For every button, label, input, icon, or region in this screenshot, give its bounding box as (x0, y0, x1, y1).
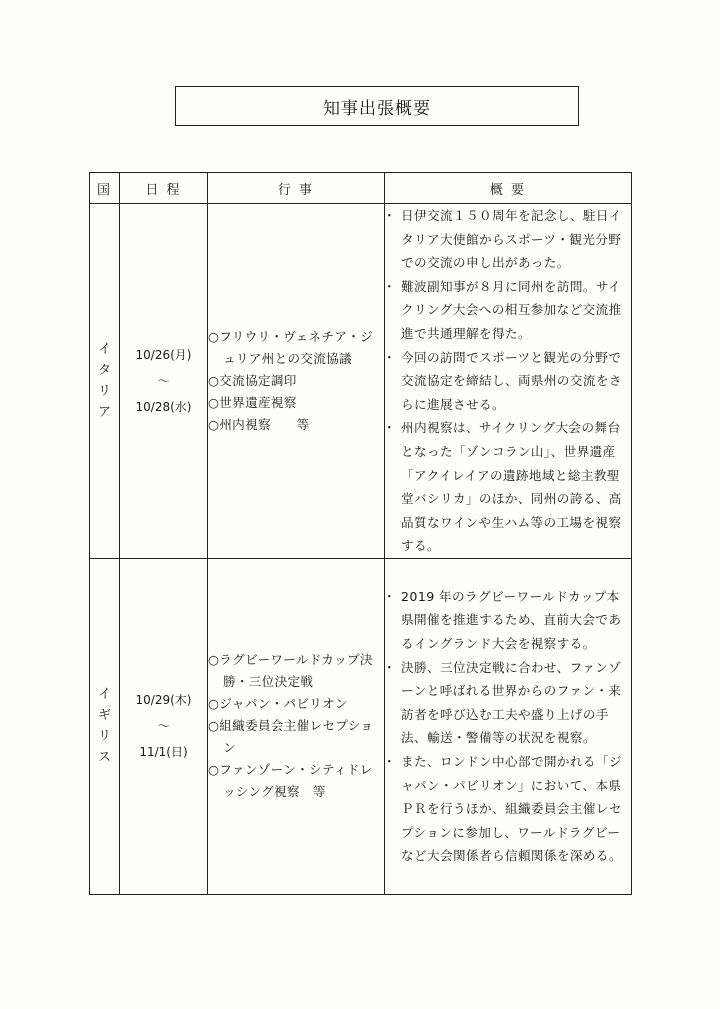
header-schedule: 日 程 (120, 173, 208, 204)
summary-cell (385, 204, 632, 559)
header-country: 国 (90, 173, 120, 204)
document-title: 知事出張概要 (175, 86, 579, 126)
event-item: ○交流協定調印 (208, 372, 297, 388)
date-start: 10/26(月) (135, 347, 192, 362)
country-char: ス (97, 750, 111, 766)
event-item: ○ラグビーワールドカップ決勝・三位決定戦 (208, 652, 373, 690)
country-char: イ (97, 687, 111, 703)
summary-item: ・ 決勝、三位決定戦に合わせ、ファンゾーンと呼ばれる世界からのファン・来訪者を呼び込む工夫や盛り上げの手法、輸送・警備等の状況を視察。 (385, 656, 631, 750)
trip-summary-table (89, 172, 632, 895)
event-item: ○組織委員会主催レセプション (208, 718, 374, 756)
summary-item: ・ 難波副知事が８月に同州を訪問。サイクリング大会への相互参加など交流推進で共通理解を得た。 (385, 275, 631, 346)
country-char: イ (97, 341, 111, 357)
events-cell (208, 204, 385, 559)
event-item: ○ジャパン・パビリオン (208, 696, 348, 712)
country-char: ギ (97, 708, 111, 724)
date-separator: ～ (157, 719, 170, 734)
country-char: タ (97, 362, 111, 378)
events-cell (208, 558, 385, 894)
header-summary: 概 要 (385, 173, 632, 204)
table-row-italy (90, 204, 632, 559)
event-item: ○州内視察 等 (208, 416, 310, 432)
schedule-cell (120, 558, 208, 894)
table-header-row (90, 173, 632, 204)
summary-list (385, 585, 631, 868)
event-item: ○フリウリ・ヴェネチア・ジュリア州との交流協議 (208, 328, 374, 366)
summary-item: ・ また、ロンドン中心部で開かれる「ジャパン・パビリオン」において、本県ＰＲを行うほか、組織委員会主催レセプションに参加し、ワールドラグビーなど大会関係者ら信頼関係を深める。 (385, 750, 631, 868)
date-separator: ～ (157, 373, 170, 388)
summary-item: ・ 州内視察は、サイクリング大会の舞台となった「ゾンコラン山」、世界遺産「アクイレイアの遺跡地域と総主教聖堂バシリカ」のほか、同州の誇る、高品質なワインや生ハム等の工場を視察する。 (385, 416, 631, 558)
country-cell (90, 558, 120, 894)
summary-item: ・ 今回の訪問でスポーツと観光の分野で交流協定を締結し、両県州の交流をさらに進展させる。 (385, 346, 631, 417)
schedule-cell (120, 204, 208, 559)
header-events: 行 事 (208, 173, 385, 204)
date-end: 11/1(日) (139, 745, 188, 760)
summary-cell (385, 558, 632, 894)
summary-item: ・ 日伊交流１５０周年を記念し、駐日イタリア大使館からスポーツ・観光分野での交流の申し出があった。 (385, 204, 631, 275)
date-start: 10/29(木) (135, 693, 192, 708)
country-char: ア (97, 404, 111, 420)
event-item: ○世界遺産視察 (208, 394, 297, 410)
country-char: リ (97, 383, 111, 399)
summary-list (385, 204, 631, 558)
summary-item: ・ 2019 年のラグビーワールドカップ本県開催を推進するため、直前大会であるイングランド大会を視察する。 (385, 585, 631, 656)
event-item: ○ファンゾーン・シティドレッシング視察 等 (208, 762, 373, 800)
date-end: 10/28(水) (135, 399, 192, 414)
country-char: リ (97, 729, 111, 745)
table-row-uk (90, 558, 632, 894)
country-cell (90, 204, 120, 559)
